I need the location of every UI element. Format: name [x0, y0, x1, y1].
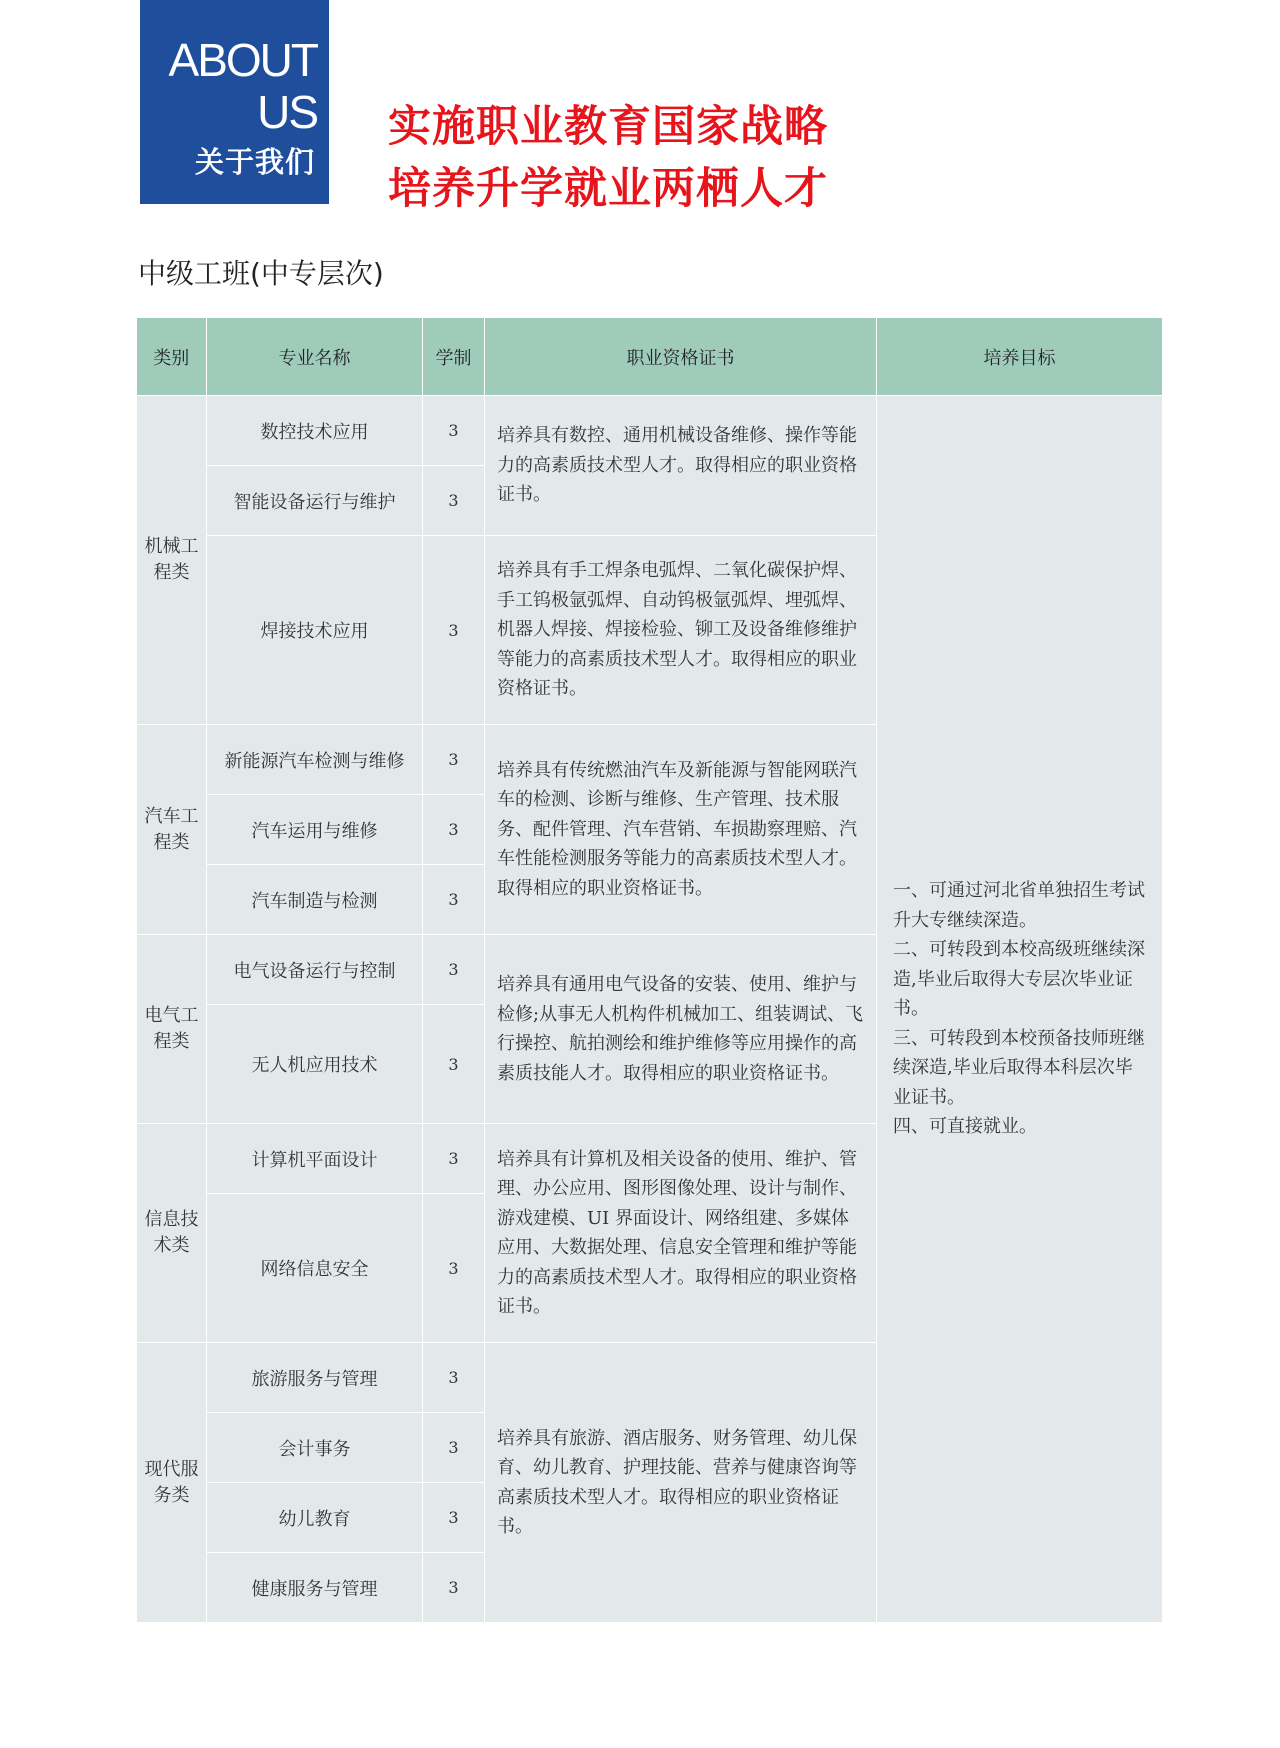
headline: [388, 96, 828, 220]
major-name: 会计事务: [207, 1413, 423, 1483]
years-cell: 3: [423, 1005, 485, 1124]
years-cell: 3: [423, 466, 485, 536]
category-name-line2: 程类: [153, 831, 190, 853]
about-us-english: [169, 34, 317, 138]
major-name: 计算机平面设计: [207, 1124, 423, 1194]
certificate-cell: 培养具有传统燃油汽车及新能源与智能网联汽车的检测、诊断与维修、生产管理、技术服务、配件管理、汽车营销、车损勘察理赔、汽车性能检测服务等能力的高素质技术型人才。取得相应的职业资格证书。: [485, 725, 877, 935]
major-name: 旅游服务与管理: [207, 1343, 423, 1413]
certificate-cell: 培养具有手工焊条电弧焊、二氧化碳保护焊、手工钨极氩弧焊、自动钨极氩弧焊、埋弧焊、机器人焊接、焊接检验、铆工及设备维修维护等能力的高素质技术型人才。取得相应的职业资格证书。: [485, 536, 877, 725]
column-header-category: 类别: [137, 318, 207, 396]
category-cell: [137, 1343, 207, 1623]
certificate-cell: 培养具有数控、通用机械设备维修、操作等能力的高素质技术型人才。取得相应的职业资格证书。: [485, 396, 877, 536]
about-us-chinese: 关于我们: [194, 145, 315, 179]
about-en-line1: ABOUT: [168, 34, 317, 86]
years-cell: 3: [423, 1194, 485, 1343]
section-title: 中级工班(中专层次): [138, 257, 384, 290]
goal-cell: [877, 396, 1163, 1623]
major-name: 网络信息安全: [207, 1194, 423, 1343]
headline-line2: 培养升学就业两栖人才: [388, 164, 828, 214]
years-cell: 3: [423, 1343, 485, 1413]
category-name-line1: 信息技: [144, 1209, 199, 1230]
category-cell: [137, 725, 207, 935]
goal-item: 二、可转段到本校高级班继续深造,毕业后取得大专层次毕业证书。: [893, 939, 1145, 1020]
category-name-line1: 电气工: [144, 1005, 199, 1026]
category-name-line1: 机械工: [144, 536, 199, 557]
years-cell: 3: [423, 725, 485, 795]
major-name: 电气设备运行与控制: [207, 935, 423, 1005]
years-cell: 3: [423, 1124, 485, 1194]
about-us-block: [140, 0, 329, 204]
years-cell: 3: [423, 1553, 485, 1623]
table-row: [137, 396, 1163, 466]
goal-item: 一、可通过河北省单独招生考试升大专继续深造。: [893, 880, 1145, 931]
programs-table: [136, 318, 1163, 1623]
goal-item: 四、可直接就业。: [893, 1116, 1037, 1138]
headline-line1: 实施职业教育国家战略: [388, 102, 828, 152]
major-name: 智能设备运行与维护: [207, 466, 423, 536]
category-name-line2: 务类: [153, 1484, 190, 1506]
category-cell: [137, 1124, 207, 1343]
category-name-line2: 术类: [153, 1235, 190, 1256]
column-header-major: 专业名称: [207, 318, 423, 396]
years-cell: 3: [423, 795, 485, 865]
certificate-cell: 培养具有旅游、酒店服务、财务管理、幼儿保育、幼儿教育、护理技能、营养与健康咨询等高素质技术型人才。取得相应的职业资格证书。: [485, 1343, 877, 1623]
certificate-cell: 培养具有计算机及相关设备的使用、维护、管理、办公应用、图形图像处理、设计与制作、游戏建模、UI 界面设计、网络组建、多媒体应用、大数据处理、信息安全管理和维护等能力的高素质技术型人才。取得相应的职业资格证书。: [485, 1124, 877, 1343]
goal-item: 三、可转段到本校预备技师班继续深造,毕业后取得本科层次毕业证书。: [893, 1027, 1145, 1108]
table-header-row: [137, 318, 1163, 396]
column-header-years: 学制: [423, 318, 485, 396]
category-name-line1: 现代服: [144, 1458, 199, 1480]
major-name: 焊接技术应用: [207, 536, 423, 725]
major-name: 汽车制造与检测: [207, 865, 423, 935]
years-cell: 3: [423, 1483, 485, 1553]
category-name-line1: 汽车工: [144, 805, 199, 827]
column-header-certificate: 职业资格证书: [485, 318, 877, 396]
about-en-line2: US: [257, 86, 317, 138]
years-cell: 3: [423, 536, 485, 725]
years-cell: 3: [423, 396, 485, 466]
major-name: 幼儿教育: [207, 1483, 423, 1553]
category-cell: [137, 396, 207, 725]
category-name-line2: 程类: [153, 562, 190, 583]
column-header-goal: 培养目标: [877, 318, 1163, 396]
major-name: 新能源汽车检测与维修: [207, 725, 423, 795]
major-name: 健康服务与管理: [207, 1553, 423, 1623]
major-name: 汽车运用与维修: [207, 795, 423, 865]
major-name: 数控技术应用: [207, 396, 423, 466]
years-cell: 3: [423, 865, 485, 935]
major-name: 无人机应用技术: [207, 1005, 423, 1124]
years-cell: 3: [423, 935, 485, 1005]
category-name-line2: 程类: [153, 1031, 190, 1052]
years-cell: 3: [423, 1413, 485, 1483]
certificate-cell: 培养具有通用电气设备的安装、使用、维护与检修;从事无人机构件机械加工、组装调试、飞行操控、航拍测绘和维护维修等应用操作的高素质技能人才。取得相应的职业资格证书。: [485, 935, 877, 1124]
category-cell: [137, 935, 207, 1124]
